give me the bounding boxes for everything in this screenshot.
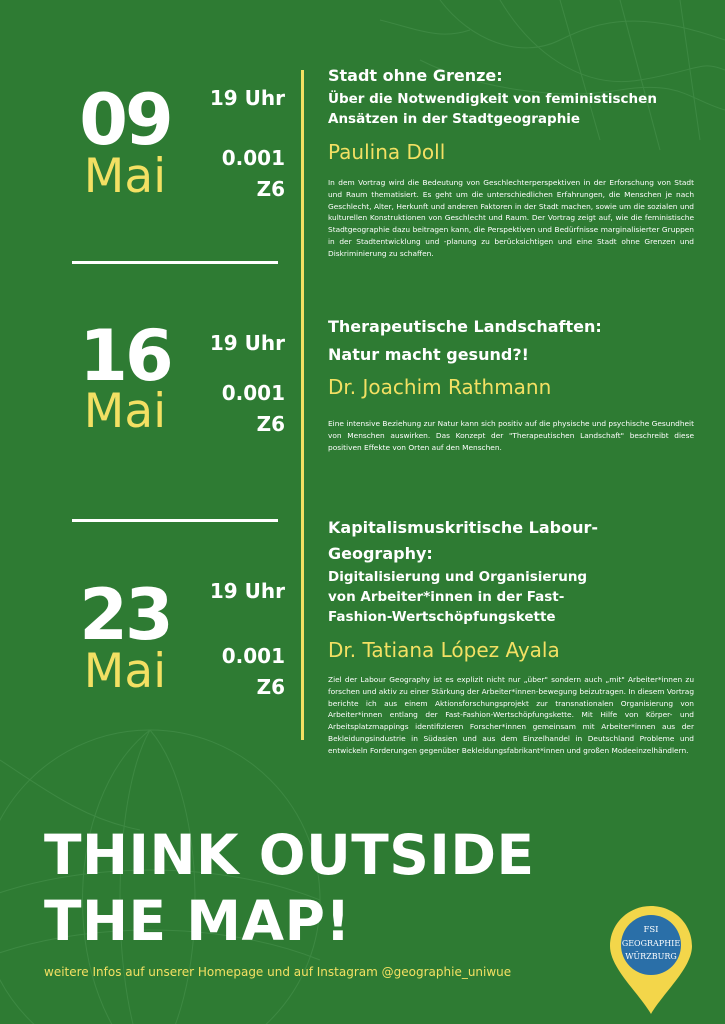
event-2-month: Mai	[83, 384, 167, 439]
event-1-month: Mai	[83, 149, 167, 204]
event-1-description: In dem Vortrag wird die Bedeutung von Geschlechterperspektiven in der Erforschung von Stadt und Raum thematisiert. Es geht um die unterschiedlichen Erfahrungen, die Menschen je nach Geschlecht, Alter, Herkunft und anderen Faktoren in der Stadt machen, sowie um die sozialen und kulturellen Konstruktionen von Geschlecht und Raum. Der Vortrag zeigt auf, wie die feministische Stadtgeographie dazu beitragen kann, die Perspektiven und Bedürfnisse marginalisierter Gruppen in der Stadtentwicklung und -planung zu berücksichtigen und eine Stadt ohne Grenzen und Diskriminierung zu schaffen.	[328, 178, 694, 258]
event-2-room-code: Z6	[256, 412, 285, 436]
event-1-subtitle: Über die Notwendigkeit von feministischen Ansätzen in der Stadtgeographie	[328, 91, 657, 127]
event-3-subtitle: Digitalisierung und Organisierung von Arbeiter*innen in der Fast-Fashion-Wertschöpfungskette	[328, 569, 588, 625]
event-2-description: Eine intensive Beziehung zur Natur kann sich positiv auf die physische und psychische Gesundheit von Menschen auswirken. Das Konzept der "Therapeutischen Landschaft" beschreibt diese positiven Effekte von Orten auf den Menschen.	[328, 419, 694, 452]
event-1-room-code: Z6	[256, 177, 285, 201]
event-1-speaker: Paulina Doll	[328, 140, 446, 164]
logo-line-3: WÜRZBURG	[625, 952, 677, 961]
logo-line-1: FSI	[643, 925, 659, 935]
event-1-room: 0.001	[221, 146, 285, 170]
event-1-title: Stadt ohne Grenze:	[328, 66, 503, 85]
footer-info: weitere Infos auf unserer Homepage und auf Instagram @geographie_uniwue	[44, 965, 512, 979]
event-1-day: 09	[79, 79, 171, 161]
event-3-details	[328, 515, 694, 757]
fsi-logo-pin-icon	[608, 904, 694, 1016]
event-2-time: 19 Uhr	[209, 331, 285, 355]
event-3-speaker: Dr. Tatiana López Ayala	[328, 638, 560, 662]
event-3-title: Kapitalismuskritische Labour-Geography:	[328, 518, 598, 563]
headline-line-2: THE MAP!	[44, 889, 351, 953]
divider	[72, 519, 278, 522]
headline	[44, 822, 604, 954]
timeline-line	[301, 70, 304, 740]
event-1-time: 19 Uhr	[209, 86, 285, 110]
event-2-day: 16	[79, 315, 171, 397]
event-2-speaker: Dr. Joachim Rathmann	[328, 375, 552, 399]
event-3-day: 23	[79, 574, 171, 656]
event-1-details	[328, 63, 694, 260]
headline-line-1: THINK OUTSIDE	[44, 823, 535, 887]
event-2-details	[328, 313, 694, 453]
event-3-time: 19 Uhr	[209, 579, 285, 603]
event-3-room: 0.001	[221, 644, 285, 668]
logo-line-2: GEOGRAPHIE	[621, 939, 681, 948]
event-3-description: Ziel der Labour Geography ist es explizit nicht nur „über" sondern auch „mit" Arbeiter*innen zu forschen und aktiv zu einer Stärkung der Arbeiter*innen-bewegung beizutragen. In diesem Vortrag berichte ich aus einem Aktionsforschungsprojekt zur transnationalen Organisierung von Arbeiter*innen entlang der Fast-Fashion-Wertschöpfungskette. Mit Hilfe von Körper- und Arbeitsplatzmappings identifizieren Forscher*innen gemeinsam mit Arbeiter*innen aus der Bekleidungsindustrie in Südasien und aus dem Einzelhandel in Deutschland Probleme und entwickeln Forderungen gegenüber Bekleidungsfabrikant*innen und großen Modeeinzelhändlern.	[328, 675, 695, 755]
event-2-room: 0.001	[221, 381, 285, 405]
event-3-room-code: Z6	[256, 675, 285, 699]
event-3-month: Mai	[83, 644, 167, 699]
divider	[72, 261, 278, 264]
event-2-title: Therapeutische Landschaften: Natur macht gesund?!	[328, 317, 602, 364]
